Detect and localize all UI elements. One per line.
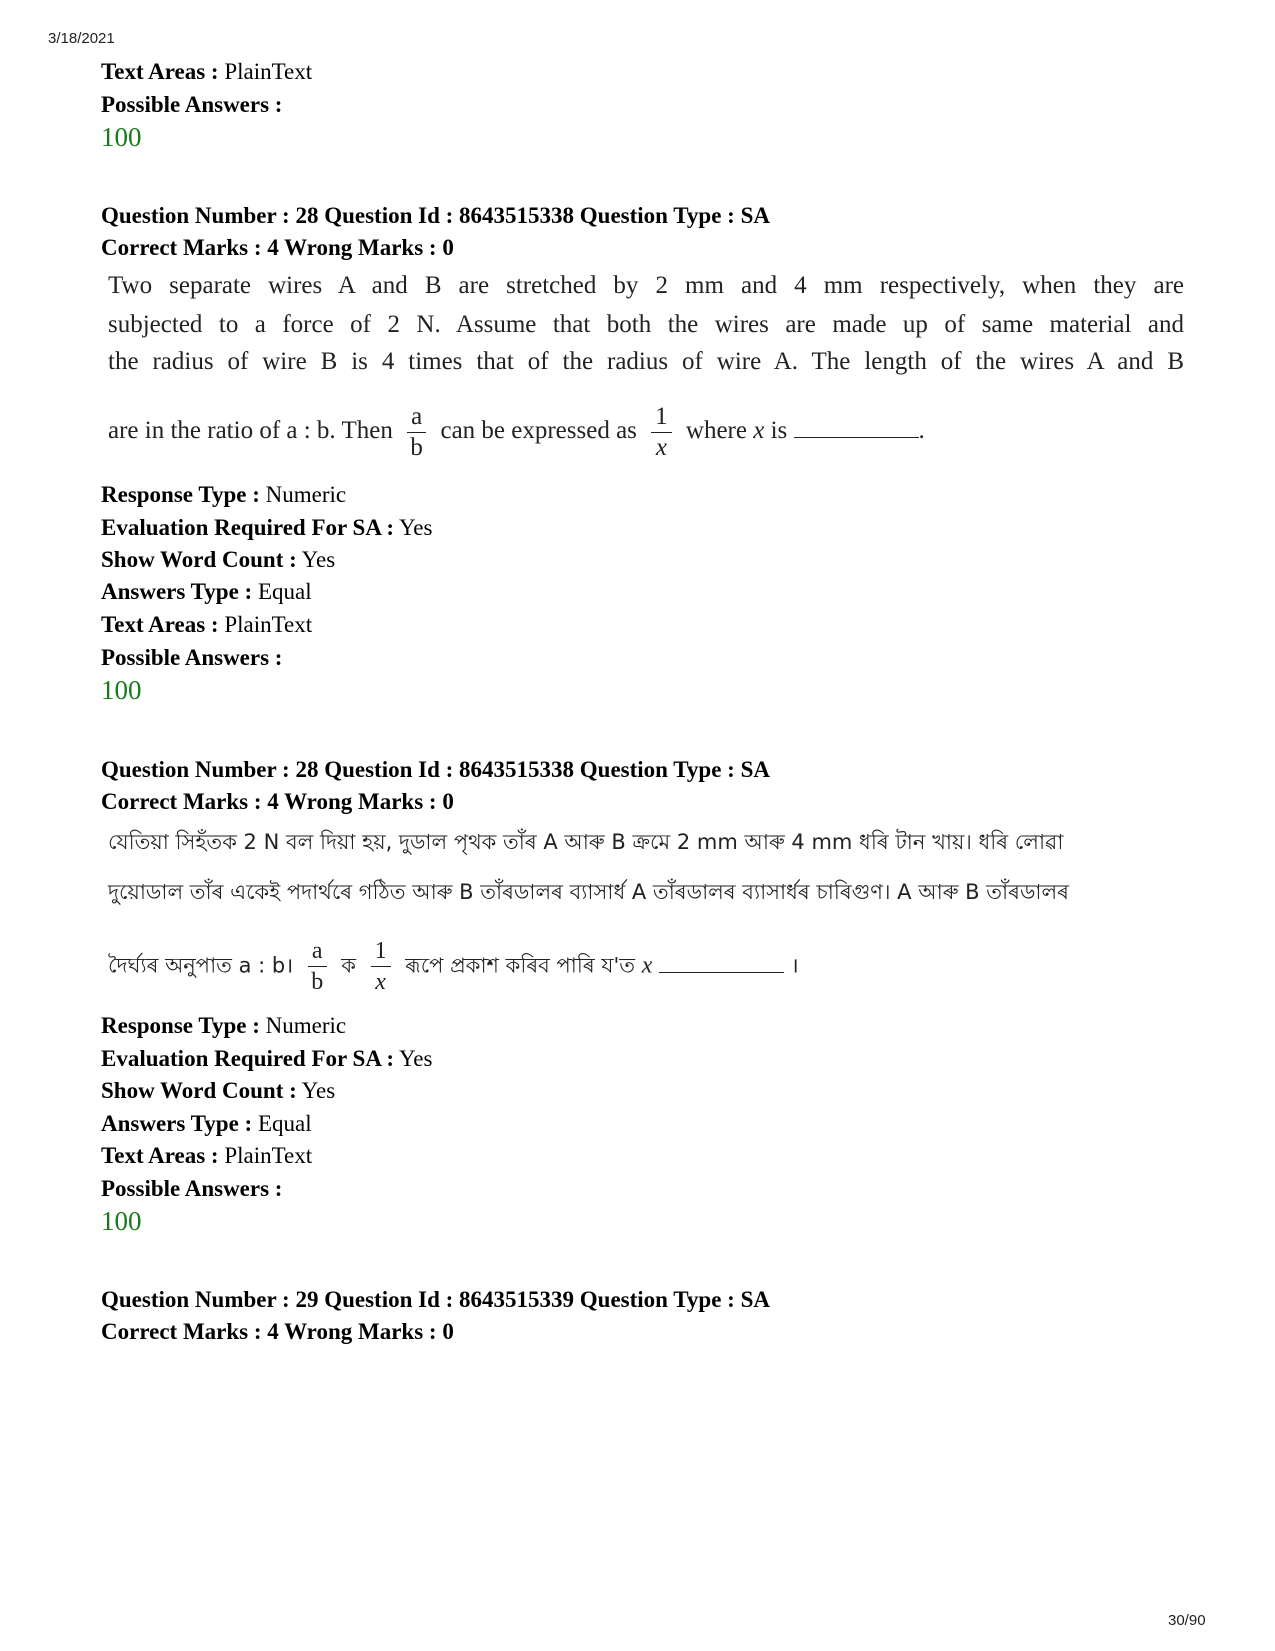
field-value: Numeric (259, 482, 347, 507)
answer-blank (794, 415, 919, 438)
field-value: Yes (394, 515, 433, 540)
question-text-line: যেতিয়া সিহঁতক 2 N বল দিয়া হয়, দুডাল পৃথক তাঁৰ A আৰু B ক্ৰমে 2 mm আৰু 4 mm ধৰি টান খায়। ধৰি লোৱা (108, 830, 1064, 854)
possible-answer-value: 100 (101, 122, 142, 152)
question-header-text: Question Number : 29 Question Id : 8643515339 Question Type : SA (101, 1287, 770, 1312)
question-text-fragment: দৈৰ্ঘ্যৰ অনুপাত a : b। (108, 953, 294, 978)
field-value: PlainText (218, 1143, 313, 1168)
marks-line (101, 1318, 454, 1346)
fraction-1-over-x (651, 402, 672, 463)
field-value: Yes (296, 1078, 336, 1103)
field-label: Possible Answers : (101, 1176, 283, 1201)
fraction-numerator: 1 (371, 936, 391, 967)
variable-x: x (753, 417, 765, 445)
fraction-numerator: 1 (651, 402, 672, 433)
response-type-row (101, 481, 346, 509)
possible-answer-value: 100 (101, 675, 142, 705)
marks-text: Correct Marks : 4 Wrong Marks : 0 (101, 1319, 454, 1344)
field-label: Show Word Count : (101, 547, 297, 572)
field-label: Text Areas : (101, 59, 219, 84)
field-label: Possible Answers : (101, 645, 283, 670)
field-label: Answers Type : (101, 1111, 253, 1136)
question-header (101, 202, 770, 230)
question-text-line (108, 936, 799, 997)
fraction-numerator: a (407, 402, 426, 433)
possible-answers-label (101, 91, 282, 119)
evaluation-required-row (101, 514, 432, 542)
field-value: Numeric (259, 1013, 347, 1038)
show-word-count-row (101, 546, 335, 574)
answer-blank (659, 950, 784, 973)
fraction-a-over-b (407, 402, 426, 463)
question-header (101, 1286, 770, 1314)
text-areas-row (101, 58, 312, 86)
field-value: PlainText (218, 59, 313, 84)
page-number: 30/90 (1168, 1612, 1206, 1629)
question-text-fragment: ৰূপে প্ৰকাশ কৰিব পাৰি য'ত (405, 953, 636, 978)
question-text-fragment: . (918, 417, 925, 445)
question-text-line: দুয়োডাল তাঁৰ একেই পদাৰ্থৰে গঠিত আৰু B তাঁৰডালৰ ব্যাসাৰ্ধ A তাঁৰডালৰ ব্যাসাৰ্ধৰ চাৰিগুণ। A আৰু B তাঁৰডালৰ (108, 880, 1069, 904)
field-label: Evaluation Required For SA : (101, 1046, 395, 1071)
field-label: Text Areas : (101, 1143, 219, 1168)
fraction-1-over-x (371, 936, 391, 997)
field-label: Text Areas : (101, 612, 219, 637)
question-text-fragment: । (790, 953, 799, 978)
marks-line (101, 788, 454, 816)
marks-text: Correct Marks : 4 Wrong Marks : 0 (101, 789, 454, 814)
fraction-denominator: x (655, 434, 667, 461)
possible-answers-label (101, 644, 282, 672)
field-label: Answers Type : (101, 579, 253, 604)
field-value: Yes (296, 547, 336, 572)
fraction-denominator: x (375, 969, 386, 995)
possible-answers-label (101, 1175, 282, 1203)
field-label: Possible Answers : (101, 92, 283, 117)
show-word-count-row (101, 1077, 335, 1105)
print-date: 3/18/2021 (48, 30, 115, 47)
field-label: Evaluation Required For SA : (101, 515, 395, 540)
evaluation-required-row (101, 1045, 432, 1073)
text-areas-row (101, 1142, 312, 1170)
question-header (101, 756, 770, 784)
field-label: Show Word Count : (101, 1078, 297, 1103)
question-header-text: Question Number : 28 Question Id : 8643515338 Question Type : SA (101, 203, 770, 228)
field-value: Equal (252, 579, 312, 604)
text-areas-row (101, 611, 312, 639)
field-label: Response Type : (101, 482, 260, 507)
variable-x: x (641, 952, 653, 979)
question-text-fragment: can be expressed as (440, 417, 637, 445)
possible-answer-value: 100 (101, 1206, 142, 1236)
question-text-line: Two separate wires A and B are stretched by 2 mm and 4 mm respectively, when they are (108, 272, 1184, 299)
field-value: PlainText (218, 612, 313, 637)
question-text-line: the radius of wire B is 4 times that of the radius of wire A. The length of the wires A and B (108, 348, 1184, 375)
question-text-fragment: is (770, 417, 788, 445)
response-type-row (101, 1012, 346, 1040)
fraction-denominator: b (311, 969, 324, 995)
question-text-fragment: are in the ratio of a : b. Then (108, 417, 393, 445)
question-text-line: subjected to a force of 2 N. Assume that both the wires are made up of same material and (108, 311, 1184, 338)
field-value: Yes (394, 1046, 433, 1071)
question-text-line (108, 402, 925, 463)
fraction-a-over-b (308, 936, 327, 997)
marks-line (101, 234, 454, 262)
question-text-fragment: ক (341, 953, 356, 978)
fraction-numerator: a (308, 936, 327, 967)
question-text-fragment: where (685, 417, 747, 445)
question-header-text: Question Number : 28 Question Id : 8643515338 Question Type : SA (101, 757, 770, 782)
field-label: Response Type : (101, 1013, 260, 1038)
fraction-denominator: b (410, 434, 423, 461)
answers-type-row (101, 1110, 312, 1138)
marks-text: Correct Marks : 4 Wrong Marks : 0 (101, 235, 454, 260)
answers-type-row (101, 578, 312, 606)
field-value: Equal (252, 1111, 312, 1136)
